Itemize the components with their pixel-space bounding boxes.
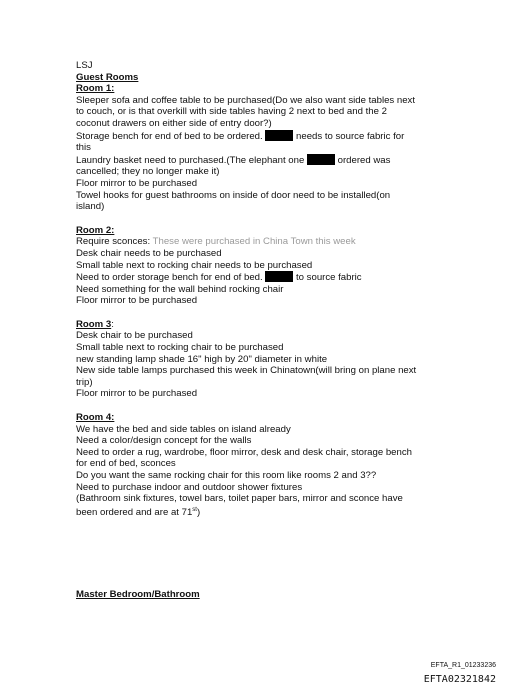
room-4-line: Do you want the same rocking chair for this room like rooms 2 and 3?? (76, 470, 377, 481)
room-1-text: needs to source fabric for (296, 130, 405, 142)
redaction-box (307, 154, 335, 165)
room-3-line: New side table lamps purchased this week in Chinatown(will bring on plane next (76, 365, 417, 377)
room-1-title: Room 1: (76, 83, 115, 95)
room-2-line: Floor mirror to be purchased (76, 295, 198, 307)
room-1-text: ordered was (337, 154, 391, 166)
room-3-line: Desk chair to be purchased (76, 330, 193, 342)
room-2-line: Small table next to rocking chair needs to be purchased (76, 259, 313, 271)
author-initials: LSJ (76, 60, 93, 71)
room-2-line (76, 236, 448, 248)
room-1-line: cancelled; they no longer make it) (76, 166, 220, 178)
room-3-line: Floor mirror to be purchased (76, 388, 198, 400)
room-2-note: These were purchased in China Town this week (152, 236, 356, 248)
room-4-line (76, 505, 448, 519)
room-1-line: Sleeper sofa and coffee table to be purchased(Do we also want side tables next (76, 94, 416, 106)
room-1-line: island) (76, 201, 105, 213)
room-1-line: Floor mirror to be purchased (76, 177, 198, 189)
room-1-line: coconut drawers on either side of entry door?) (76, 117, 272, 129)
room-1-text: Laundry basket need to purchased.(The elephant one (76, 154, 305, 166)
room-1-text: Storage bench for end of bed to be ordered. (76, 130, 263, 142)
redaction-box (265, 271, 293, 282)
room-1-line: Towel hooks for guest bathrooms on inside of door need to be installed(on (76, 189, 391, 201)
room-4-superscript: st (192, 506, 197, 513)
room-2-line: Need something for the wall behind rocking chair (76, 283, 284, 295)
room-2-text: Need to order storage bench for end of bed. (76, 272, 263, 284)
room-4-line: Need to purchase indoor and outdoor shower fixtures (76, 481, 303, 493)
room-3-line: trip) (76, 376, 93, 388)
room-3-title-suffix: : (111, 318, 114, 330)
room-1-line (76, 130, 448, 143)
bates-number-small: EFTA_R1_01233236 (430, 662, 496, 669)
room-4-line: Need a color/design concept for the walls (76, 435, 252, 447)
room-3-line: Small table next to rocking chair to be purchased (76, 342, 284, 354)
master-bedroom-title: Master Bedroom/Bathroom (76, 588, 200, 600)
room-4-text: ) (196, 506, 201, 518)
redaction-box (265, 130, 293, 141)
room-2-line: Desk chair needs to be purchased (76, 247, 222, 259)
room-4-line: Need to order a rug, wardrobe, floor mirror, desk and desk chair, storage bench (76, 446, 412, 458)
bates-number-large: EFTA02321842 (423, 674, 496, 685)
room-1-line (76, 154, 448, 167)
room-1-line: to couch, or is that overkill with side tables having 2 next to bed and the 2 (76, 106, 387, 118)
room-1-line: this (76, 142, 91, 154)
room-3-title-line (76, 319, 448, 331)
room-3-title: Room 3 (76, 318, 112, 330)
section-title-guest-rooms: Guest Rooms (76, 71, 139, 83)
room-2-line (76, 271, 448, 284)
room-4-title: Room 4: (76, 412, 115, 424)
document-body (76, 60, 448, 600)
room-4-line: We have the bed and side tables on island already (76, 423, 291, 435)
room-2-text: Require sconces: (76, 236, 153, 248)
room-4-text: been ordered and are at 71 (76, 506, 193, 518)
room-2-text: to source fabric (296, 272, 362, 284)
room-4-line: for end of bed, sconces (76, 458, 176, 470)
room-2-title: Room 2: (76, 224, 115, 236)
room-4-line: (Bathroom sink fixtures, towel bars, toilet paper bars, mirror and sconce have (76, 493, 403, 505)
room-3-line: new standing lamp shade 16" high by 20" diameter in white (76, 353, 328, 365)
